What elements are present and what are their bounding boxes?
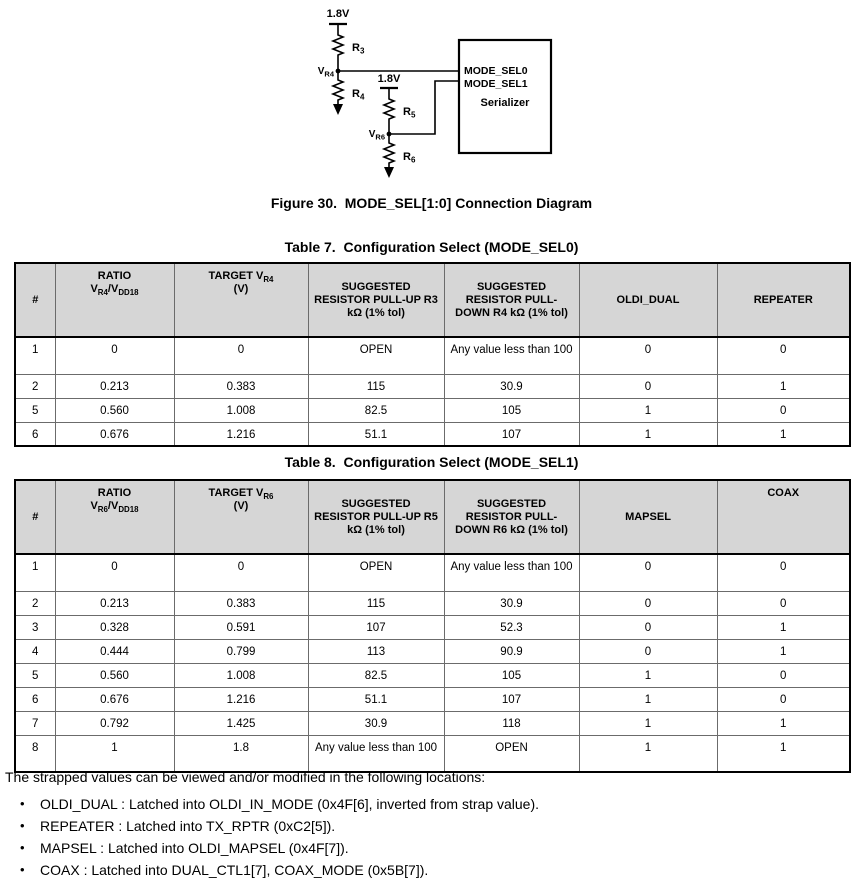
- table-cell: 0: [717, 687, 850, 711]
- r4-label: $R_4$: [352, 88, 365, 102]
- supply2-label: 1.8V: [377, 73, 401, 85]
- table-row: [15, 639, 850, 663]
- table-cell: 105: [444, 663, 579, 687]
- table-cell: 30.9: [444, 374, 579, 398]
- table-cell: 0.383: [174, 591, 308, 615]
- col-header-mapsel: MAPSEL: [579, 480, 717, 554]
- table-cell: 90.9: [444, 639, 579, 663]
- table-cell: 115: [308, 374, 444, 398]
- table-cell: 51.1: [308, 422, 444, 446]
- table-cell: 6: [15, 422, 55, 446]
- table-cell: 0: [717, 591, 850, 615]
- table8-body: [15, 554, 850, 772]
- resistor-r6: [384, 134, 394, 167]
- table-cell: 107: [444, 422, 579, 446]
- table8: [14, 479, 851, 773]
- table-cell: 0.676: [55, 422, 174, 446]
- vr6-label: $V_{R6}$: [368, 129, 385, 142]
- table-cell: 1: [579, 735, 717, 772]
- table-cell: 0.213: [55, 591, 174, 615]
- supply1-label: 1.8V: [326, 8, 350, 20]
- table-row: [15, 591, 850, 615]
- pin-modesel0-label: MODE_SEL0: [464, 65, 528, 77]
- table-cell: 0: [579, 554, 717, 591]
- notes-intro: The strapped values can be viewed and/or modified in the following locations:: [5, 769, 486, 785]
- table7: [14, 262, 851, 447]
- table-cell: 0.591: [174, 615, 308, 639]
- ground-arrow-r4: [333, 104, 343, 115]
- table-cell: 1: [15, 337, 55, 374]
- table7-body: [15, 337, 850, 446]
- bullet-icon: •: [20, 818, 25, 833]
- col-header-num: #: [15, 263, 55, 337]
- table-cell: 118: [444, 711, 579, 735]
- table-cell: 1.008: [174, 398, 308, 422]
- note-repeater: • REPEATER : Latched into TX_RPTR (0xC2[5]).: [5, 815, 857, 837]
- table-cell: 0: [174, 337, 308, 374]
- r6-label: $R_6$: [403, 151, 416, 165]
- table-row: [15, 374, 850, 398]
- table-cell: 1: [579, 422, 717, 446]
- table-cell: 7: [15, 711, 55, 735]
- table-cell: 1: [717, 735, 850, 772]
- table-cell: 0: [717, 554, 850, 591]
- table-cell: 0: [717, 663, 850, 687]
- table-cell: 0: [579, 374, 717, 398]
- vr4-label: $V_{R4}$: [317, 66, 334, 79]
- r3-label: $R_3$: [352, 42, 365, 56]
- strap-notes: [5, 769, 857, 881]
- table-cell: OPEN: [308, 554, 444, 591]
- col-header-coax: COAX: [717, 480, 850, 554]
- table-cell: 0.560: [55, 663, 174, 687]
- col-header-oldi-dual: OLDI_DUAL: [579, 263, 717, 337]
- table-cell: 2: [15, 374, 55, 398]
- table-cell: 1: [717, 615, 850, 639]
- table-row: [15, 663, 850, 687]
- table7-caption: Table 7. Configuration Select (MODE_SEL0): [284, 239, 579, 255]
- col-header-target: TARGET $V_{R6}$ (V): [174, 480, 308, 554]
- table-cell: 0: [579, 639, 717, 663]
- table-cell: 105: [444, 398, 579, 422]
- table-cell: 1.8: [174, 735, 308, 772]
- table-cell: 2: [15, 591, 55, 615]
- table-cell: 82.5: [308, 663, 444, 687]
- resistor-r5: [384, 88, 394, 134]
- table-cell: 1: [55, 735, 174, 772]
- table-cell: 0: [579, 591, 717, 615]
- figure-caption: Figure 30. MODE_SEL[1:0] Connection Diagram: [270, 195, 593, 211]
- table-cell: 51.1: [308, 687, 444, 711]
- table-cell: 113: [308, 639, 444, 663]
- table-cell: 1: [579, 663, 717, 687]
- table-cell: 0.799: [174, 639, 308, 663]
- col-header-pulldown: SUGGESTED RESISTOR PULL-DOWN R6 kΩ (1% tol): [444, 480, 579, 554]
- col-header-ratio: RATIO $V_{R6}/V_{DD18}$: [55, 480, 174, 554]
- table-cell: 1: [15, 554, 55, 591]
- table-cell: 0.676: [55, 687, 174, 711]
- table-cell: 0: [717, 398, 850, 422]
- table-cell: 1: [717, 374, 850, 398]
- table-cell: 0: [579, 337, 717, 374]
- table-cell: 3: [15, 615, 55, 639]
- table-cell: 1: [579, 398, 717, 422]
- note-coax: • COAX : Latched into DUAL_CTL1[7], COAX_MODE (0x5B[7]).: [5, 859, 857, 881]
- table-row: [15, 735, 850, 772]
- table-cell: 0: [579, 615, 717, 639]
- col-header-repeater: REPEATER: [717, 263, 850, 337]
- table-row: [15, 337, 850, 374]
- table-cell: 1.216: [174, 422, 308, 446]
- table-cell: 52.3: [444, 615, 579, 639]
- node-vr6-dot: [387, 132, 392, 137]
- table-cell: 0.792: [55, 711, 174, 735]
- col-header-num: #: [15, 480, 55, 554]
- table-cell: 1: [717, 639, 850, 663]
- wire-modesel1: [389, 81, 459, 134]
- table-cell: 0: [55, 554, 174, 591]
- table-cell: 1.425: [174, 711, 308, 735]
- table-row: [15, 554, 850, 591]
- table-row: [15, 615, 850, 639]
- table-cell: OPEN: [308, 337, 444, 374]
- resistor-r3: [333, 24, 343, 71]
- table-cell: 0.444: [55, 639, 174, 663]
- table-cell: 6: [15, 687, 55, 711]
- table-cell: 115: [308, 591, 444, 615]
- table-cell: 0.383: [174, 374, 308, 398]
- col-header-pullup: SUGGESTED RESISTOR PULL-UP R5 kΩ (1% tol): [308, 480, 444, 554]
- table-cell: 4: [15, 639, 55, 663]
- table-cell: 0: [174, 554, 308, 591]
- table-cell: 1.008: [174, 663, 308, 687]
- table-cell: Any value less than 100: [444, 337, 579, 374]
- table-row: [15, 398, 850, 422]
- pin-modesel1-label: MODE_SEL1: [464, 78, 528, 90]
- table-cell: 5: [15, 663, 55, 687]
- col-header-target: TARGET $V_{R4}$ (V): [174, 263, 308, 337]
- table8-caption: Table 8. Configuration Select (MODE_SEL1): [284, 454, 579, 470]
- r5-label: $R_5$: [403, 106, 416, 120]
- table-cell: 5: [15, 398, 55, 422]
- table-cell: Any value less than 100: [308, 735, 444, 772]
- resistor-r4: [333, 71, 343, 104]
- table-cell: 30.9: [308, 711, 444, 735]
- table-cell: 1: [717, 711, 850, 735]
- table-cell: 30.9: [444, 591, 579, 615]
- col-header-ratio: RATIO $V_{R4}/V_{DD18}$: [55, 263, 174, 337]
- note-mapsel: • MAPSEL : Latched into OLDI_MAPSEL (0x4F[7]).: [5, 837, 857, 859]
- table-row: [15, 711, 850, 735]
- table-cell: 1.216: [174, 687, 308, 711]
- table-cell: 8: [15, 735, 55, 772]
- table-cell: OPEN: [444, 735, 579, 772]
- table-cell: 107: [308, 615, 444, 639]
- col-header-pullup: SUGGESTED RESISTOR PULL-UP R3 kΩ (1% tol): [308, 263, 444, 337]
- table-cell: 0.213: [55, 374, 174, 398]
- table-cell: 82.5: [308, 398, 444, 422]
- table-cell: 107: [444, 687, 579, 711]
- connection-diagram: [0, 0, 863, 192]
- table-cell: 1: [717, 422, 850, 446]
- table-cell: 0.560: [55, 398, 174, 422]
- table-cell: 0: [717, 337, 850, 374]
- table-cell: 0: [55, 337, 174, 374]
- table8-header-row: [15, 480, 850, 554]
- table-cell: 0.328: [55, 615, 174, 639]
- node-vr4-dot: [336, 69, 341, 74]
- ground-arrow-r6: [384, 167, 394, 178]
- note-oldi-dual: • OLDI_DUAL : Latched into OLDI_IN_MODE (0x4F[6], inverted from strap value).: [5, 793, 857, 815]
- bullet-icon: •: [20, 840, 25, 855]
- serializer-label: Serializer: [480, 97, 530, 109]
- table-cell: Any value less than 100: [444, 554, 579, 591]
- bullet-icon: •: [20, 862, 25, 877]
- table-row: [15, 422, 850, 446]
- col-header-pulldown: SUGGESTED RESISTOR PULL-DOWN R4 kΩ (1% tol): [444, 263, 579, 337]
- table-cell: 1: [579, 711, 717, 735]
- bullet-icon: •: [20, 796, 25, 811]
- table-row: [15, 687, 850, 711]
- table-cell: 1: [579, 687, 717, 711]
- table7-header-row: [15, 263, 850, 337]
